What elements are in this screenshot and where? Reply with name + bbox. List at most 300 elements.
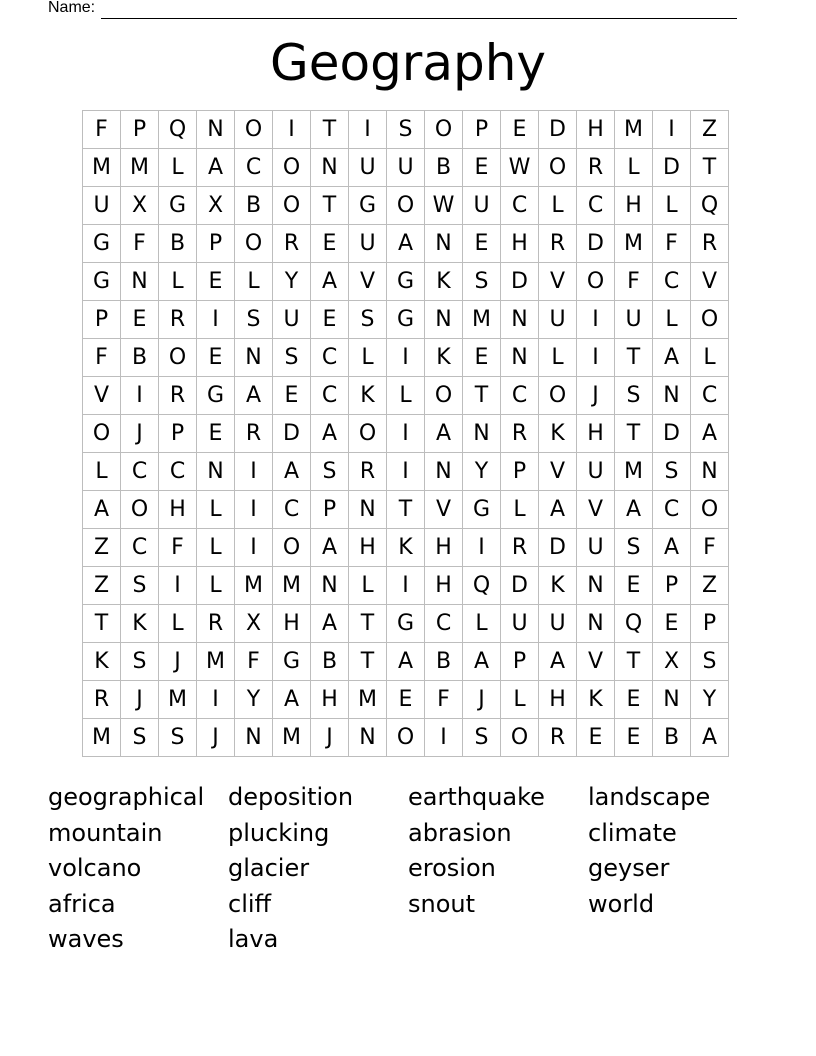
grid-cell[interactable]: E [121,301,159,339]
grid-cell[interactable]: Y [235,681,273,719]
grid-cell[interactable]: U [349,149,387,187]
grid-cell[interactable]: L [349,567,387,605]
grid-cell[interactable]: T [615,643,653,681]
grid-cell[interactable]: M [615,225,653,263]
name-label: Name: [48,0,96,16]
grid-cell[interactable]: O [387,719,425,757]
grid-cell[interactable]: K [577,681,615,719]
grid-cell[interactable]: S [387,111,425,149]
grid-cell[interactable]: G [83,225,121,263]
grid-cell[interactable]: A [387,225,425,263]
grid-cell[interactable]: O [159,339,197,377]
grid-cell[interactable]: B [159,225,197,263]
grid-cell[interactable]: S [235,301,273,339]
grid-cell[interactable]: F [83,339,121,377]
grid-cell[interactable]: N [577,567,615,605]
grid-cell[interactable]: A [463,643,501,681]
grid-cell[interactable]: R [159,301,197,339]
grid-cell[interactable]: H [577,415,615,453]
grid-cell[interactable]: S [273,339,311,377]
grid-cell[interactable]: R [197,605,235,643]
grid-cell[interactable]: S [121,643,159,681]
grid-cell[interactable]: D [539,111,577,149]
grid-cell[interactable]: L [83,453,121,491]
grid-cell[interactable]: N [197,111,235,149]
grid-cell[interactable]: N [653,681,691,719]
grid-row [83,491,729,529]
grid-cell[interactable]: C [235,149,273,187]
grid-cell[interactable]: K [349,377,387,415]
grid-cell[interactable]: B [311,643,349,681]
grid-cell[interactable]: J [121,681,159,719]
grid-cell[interactable]: H [425,567,463,605]
grid-cell[interactable]: I [653,111,691,149]
grid-cell[interactable]: L [539,187,577,225]
grid-cell[interactable]: L [653,301,691,339]
grid-cell[interactable]: X [653,643,691,681]
grid-cell[interactable]: L [197,529,235,567]
grid-cell[interactable]: U [83,187,121,225]
grid-cell[interactable]: R [501,529,539,567]
grid-cell[interactable]: T [615,339,653,377]
grid-cell[interactable]: P [463,111,501,149]
grid-cell[interactable]: I [273,111,311,149]
grid-cell[interactable]: I [349,111,387,149]
grid-cell[interactable]: G [83,263,121,301]
grid-cell[interactable]: I [235,529,273,567]
grid-cell[interactable]: H [501,225,539,263]
grid-cell[interactable]: Q [691,187,729,225]
grid-cell[interactable]: J [121,415,159,453]
grid-cell[interactable]: K [121,605,159,643]
grid-cell[interactable]: P [691,605,729,643]
grid-cell[interactable]: S [349,301,387,339]
grid-cell[interactable]: U [577,453,615,491]
grid-cell[interactable]: N [425,225,463,263]
word-list-item: plucking [228,818,330,847]
grid-cell[interactable]: A [539,643,577,681]
grid-cell[interactable]: A [83,491,121,529]
grid-cell[interactable]: L [159,605,197,643]
grid-cell[interactable]: K [539,415,577,453]
grid-cell[interactable]: A [197,149,235,187]
grid-cell[interactable]: N [121,263,159,301]
grid-cell[interactable]: O [273,149,311,187]
grid-cell[interactable]: I [387,453,425,491]
grid-cell[interactable]: H [577,111,615,149]
grid-cell[interactable]: B [425,643,463,681]
grid-cell[interactable]: K [425,263,463,301]
grid-cell[interactable]: O [691,491,729,529]
grid-cell[interactable]: V [539,263,577,301]
grid-cell[interactable]: G [387,301,425,339]
grid-cell[interactable]: U [387,149,425,187]
grid-cell[interactable]: E [577,719,615,757]
grid-cell[interactable]: V [691,263,729,301]
grid-cell[interactable]: N [691,453,729,491]
grid-cell[interactable]: E [197,415,235,453]
grid-cell[interactable]: A [425,415,463,453]
grid-cell[interactable]: M [197,643,235,681]
grid-row [83,149,729,187]
grid-cell[interactable]: E [387,681,425,719]
grid-cell[interactable]: N [311,567,349,605]
grid-cell[interactable]: I [387,339,425,377]
grid-cell[interactable]: A [273,453,311,491]
grid-cell[interactable]: N [197,453,235,491]
grid-cell[interactable]: O [273,187,311,225]
grid-cell[interactable]: D [577,225,615,263]
grid-cell[interactable]: J [159,643,197,681]
grid-cell[interactable]: L [197,567,235,605]
grid-cell[interactable]: O [121,491,159,529]
grid-cell[interactable]: I [425,719,463,757]
grid-cell[interactable]: E [311,225,349,263]
word-list [48,780,768,958]
name-underline[interactable] [101,2,737,19]
grid-cell[interactable]: L [501,491,539,529]
grid-cell[interactable]: E [615,567,653,605]
grid-cell[interactable]: M [615,453,653,491]
grid-cell[interactable]: C [653,491,691,529]
grid-cell[interactable]: V [83,377,121,415]
grid-cell[interactable]: G [387,263,425,301]
grid-cell[interactable]: P [501,643,539,681]
grid-cell[interactable]: E [311,301,349,339]
grid-cell[interactable]: Z [691,111,729,149]
grid-cell[interactable]: P [311,491,349,529]
grid-cell[interactable]: B [235,187,273,225]
grid-cell[interactable]: U [273,301,311,339]
grid-cell[interactable]: U [539,605,577,643]
grid-cell[interactable]: G [463,491,501,529]
grid-cell[interactable]: M [83,149,121,187]
grid-cell[interactable]: M [159,681,197,719]
grid-cell[interactable]: L [235,263,273,301]
grid-cell[interactable]: S [691,643,729,681]
grid-cell[interactable]: R [235,415,273,453]
grid-cell[interactable]: Y [691,681,729,719]
grid-cell[interactable]: C [273,491,311,529]
grid-cell[interactable]: L [349,339,387,377]
grid-cell[interactable]: O [577,263,615,301]
grid-cell[interactable]: J [311,719,349,757]
grid-cell[interactable]: Q [463,567,501,605]
grid-cell[interactable]: U [349,225,387,263]
grid-cell[interactable]: M [83,719,121,757]
grid-cell[interactable]: X [121,187,159,225]
grid-cell[interactable]: A [691,719,729,757]
grid-cell[interactable]: L [691,339,729,377]
grid-cell[interactable]: S [653,453,691,491]
grid-cell[interactable]: H [615,187,653,225]
grid-cell[interactable]: N [501,339,539,377]
grid-cell[interactable]: P [159,415,197,453]
grid-cell[interactable]: B [425,149,463,187]
grid-cell[interactable]: L [197,491,235,529]
grid-cell[interactable]: P [501,453,539,491]
grid-cell[interactable]: C [425,605,463,643]
grid-cell[interactable]: A [653,339,691,377]
grid-cell[interactable]: R [349,453,387,491]
grid-cell[interactable]: H [349,529,387,567]
grid-cell[interactable]: L [387,377,425,415]
grid-cell[interactable]: S [615,529,653,567]
grid-cell[interactable]: Q [615,605,653,643]
grid-cell[interactable]: K [83,643,121,681]
grid-cell[interactable]: O [235,225,273,263]
grid-cell[interactable]: L [159,263,197,301]
grid-cell[interactable]: B [121,339,159,377]
grid-cell[interactable]: T [311,187,349,225]
grid-cell[interactable]: S [159,719,197,757]
grid-cell[interactable]: S [121,719,159,757]
grid-cell[interactable]: N [349,719,387,757]
grid-cell[interactable]: I [387,415,425,453]
grid-cell[interactable]: H [159,491,197,529]
grid-cell[interactable]: G [349,187,387,225]
grid-cell[interactable]: R [577,149,615,187]
grid-cell[interactable]: I [577,301,615,339]
grid-cell[interactable]: T [311,111,349,149]
grid-cell[interactable]: N [311,149,349,187]
grid-cell[interactable]: U [501,605,539,643]
grid-cell[interactable]: E [273,377,311,415]
grid-cell[interactable]: F [425,681,463,719]
grid-cell[interactable]: W [501,149,539,187]
grid-cell[interactable]: C [691,377,729,415]
grid-cell[interactable]: T [691,149,729,187]
grid-cell[interactable]: H [539,681,577,719]
grid-cell[interactable]: E [463,225,501,263]
grid-cell[interactable]: M [463,301,501,339]
grid-cell[interactable]: S [615,377,653,415]
grid-cell[interactable]: Z [691,567,729,605]
grid-cell[interactable]: C [311,339,349,377]
grid-cell[interactable]: M [349,681,387,719]
grid-cell[interactable]: J [463,681,501,719]
grid-cell[interactable]: C [501,377,539,415]
grid-cell[interactable]: W [425,187,463,225]
grid-cell[interactable]: S [463,719,501,757]
grid-cell[interactable]: A [387,643,425,681]
grid-cell[interactable]: K [387,529,425,567]
grid-cell[interactable]: I [387,567,425,605]
grid-cell[interactable]: E [197,339,235,377]
grid-cell[interactable]: D [653,415,691,453]
grid-cell[interactable]: L [539,339,577,377]
grid-cell[interactable]: R [83,681,121,719]
grid-cell[interactable]: P [197,225,235,263]
grid-cell[interactable]: O [501,719,539,757]
grid-cell[interactable]: V [349,263,387,301]
word-list-item: earthquake [408,783,545,811]
grid-cell[interactable]: U [539,301,577,339]
grid-cell[interactable]: C [577,187,615,225]
grid-cell[interactable]: L [463,605,501,643]
grid-cell[interactable]: G [387,605,425,643]
grid-cell[interactable]: A [273,681,311,719]
grid-cell[interactable]: H [273,605,311,643]
grid-cell[interactable]: F [691,529,729,567]
grid-cell[interactable]: A [311,529,349,567]
grid-cell[interactable]: T [83,605,121,643]
grid-cell[interactable]: L [501,681,539,719]
grid-cell[interactable]: C [159,453,197,491]
grid-cell[interactable]: A [311,263,349,301]
grid-cell[interactable]: N [235,719,273,757]
grid-cell[interactable]: L [159,149,197,187]
grid-cell[interactable]: O [425,111,463,149]
grid-cell[interactable]: A [539,491,577,529]
grid-cell[interactable]: R [273,225,311,263]
grid-cell[interactable]: D [501,567,539,605]
grid-cell[interactable]: N [349,491,387,529]
grid-cell[interactable]: T [615,415,653,453]
grid-cell[interactable]: C [653,263,691,301]
grid-cell[interactable]: A [235,377,273,415]
grid-cell[interactable]: N [501,301,539,339]
grid-cell[interactable]: R [159,377,197,415]
grid-cell[interactable]: O [235,111,273,149]
grid-cell[interactable]: F [653,225,691,263]
grid-cell[interactable]: I [197,301,235,339]
grid-cell[interactable]: N [653,377,691,415]
grid-cell[interactable]: F [83,111,121,149]
grid-cell[interactable]: E [615,719,653,757]
grid-cell[interactable]: T [349,605,387,643]
grid-cell[interactable]: Z [83,529,121,567]
grid-cell[interactable]: A [311,605,349,643]
grid-cell[interactable]: D [501,263,539,301]
grid-cell[interactable]: S [121,567,159,605]
grid-cell[interactable]: O [539,149,577,187]
grid-cell[interactable]: O [349,415,387,453]
grid-cell[interactable]: E [197,263,235,301]
grid-cell[interactable]: Y [273,263,311,301]
grid-cell[interactable]: L [615,149,653,187]
grid-cell[interactable]: A [615,491,653,529]
grid-cell[interactable]: I [197,681,235,719]
grid-cell[interactable]: M [273,567,311,605]
grid-cell[interactable]: A [653,529,691,567]
grid-cell[interactable]: D [539,529,577,567]
word-list-item: snout [408,889,476,918]
grid-cell[interactable]: G [273,643,311,681]
grid-cell[interactable]: E [501,111,539,149]
grid-cell[interactable]: M [273,719,311,757]
grid-cell[interactable]: I [463,529,501,567]
grid-cell[interactable]: R [539,719,577,757]
grid-cell[interactable]: N [577,605,615,643]
grid-cell[interactable]: N [425,301,463,339]
grid-cell[interactable]: G [159,187,197,225]
word-list-item: landscape [588,783,711,811]
grid-cell[interactable]: P [83,301,121,339]
grid-cell[interactable]: A [691,415,729,453]
grid-cell[interactable]: V [577,491,615,529]
grid-cell[interactable]: F [235,643,273,681]
grid-cell[interactable]: I [577,339,615,377]
grid-cell[interactable]: S [463,263,501,301]
grid-cell[interactable]: M [121,149,159,187]
letter-grid [82,110,729,757]
grid-cell[interactable]: C [121,453,159,491]
grid-cell[interactable]: D [653,149,691,187]
grid-cell[interactable]: D [273,415,311,453]
grid-cell[interactable]: X [235,605,273,643]
grid-cell[interactable]: I [121,377,159,415]
grid-cell[interactable]: A [311,415,349,453]
grid-cell[interactable]: I [159,567,197,605]
grid-cell[interactable]: C [121,529,159,567]
grid-cell[interactable]: F [615,263,653,301]
grid-cell[interactable]: C [501,187,539,225]
grid-cell[interactable]: Z [83,567,121,605]
grid-cell[interactable]: U [577,529,615,567]
grid-cell[interactable]: V [539,453,577,491]
grid-cell[interactable]: B [653,719,691,757]
grid-cell[interactable]: M [615,111,653,149]
grid-cell[interactable]: J [197,719,235,757]
grid-cell[interactable]: O [425,377,463,415]
grid-cell[interactable]: F [159,529,197,567]
word-list-item: africa [48,889,116,918]
grid-cell[interactable]: T [463,377,501,415]
grid-cell[interactable]: O [691,301,729,339]
grid-cell[interactable]: O [83,415,121,453]
grid-cell[interactable]: N [235,339,273,377]
grid-cell[interactable]: H [425,529,463,567]
grid-cell[interactable]: R [691,225,729,263]
grid-cell[interactable]: T [349,643,387,681]
grid-cell[interactable]: E [653,605,691,643]
grid-cell[interactable]: X [197,187,235,225]
grid-cell[interactable]: F [121,225,159,263]
grid-cell[interactable]: K [425,339,463,377]
grid-cell[interactable]: O [539,377,577,415]
grid-cell[interactable]: C [311,377,349,415]
grid-cell[interactable]: E [463,149,501,187]
grid-cell[interactable]: N [463,415,501,453]
grid-cell[interactable]: L [653,187,691,225]
grid-cell[interactable]: P [121,111,159,149]
grid-cell[interactable]: U [463,187,501,225]
grid-cell[interactable]: I [235,491,273,529]
grid-cell[interactable]: H [311,681,349,719]
grid-cell[interactable]: I [235,453,273,491]
grid-cell[interactable]: Y [463,453,501,491]
grid-cell[interactable]: S [311,453,349,491]
grid-cell[interactable]: N [425,453,463,491]
grid-cell[interactable]: T [387,491,425,529]
grid-cell[interactable]: V [577,643,615,681]
grid-cell[interactable]: V [425,491,463,529]
grid-cell[interactable]: G [197,377,235,415]
grid-cell[interactable]: O [273,529,311,567]
grid-cell[interactable]: R [501,415,539,453]
grid-cell[interactable]: E [615,681,653,719]
grid-cell[interactable]: J [577,377,615,415]
grid-cell[interactable]: O [387,187,425,225]
grid-cell[interactable]: K [539,567,577,605]
grid-cell[interactable]: E [463,339,501,377]
grid-cell[interactable]: Q [159,111,197,149]
grid-cell[interactable]: P [653,567,691,605]
grid-cell[interactable]: R [539,225,577,263]
grid-cell[interactable]: M [235,567,273,605]
grid-cell[interactable]: U [615,301,653,339]
